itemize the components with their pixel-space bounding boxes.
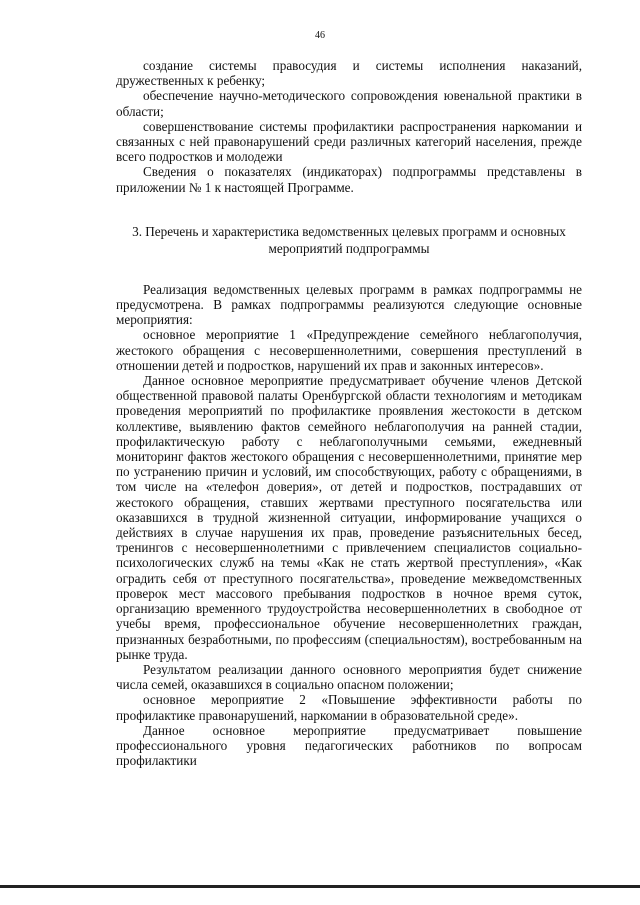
paragraph: совершенствование системы профилактики распространения наркомании и связанных с ней правонарушений среди различных категорий населения, прежде всего подростков и молодежи <box>116 118 582 165</box>
paragraph: Данное основное мероприятие предусматривает повышение профессионального уровня педагогических работников по вопросам профилактики <box>116 722 582 769</box>
paragraph: Реализация ведомственных целевых программ в рамках подпрограммы не предусмотрена. В рамках подпрограммы реализуются следующие основные мероприятия: <box>116 281 582 328</box>
paragraph: обеспечение научно-методического сопровождения ювенальной практики в области; <box>116 88 582 119</box>
paragraph: Результатом реализации данного основного мероприятия будет снижение числа семей, оказавшихся в социально опасном положении; <box>116 661 582 693</box>
paragraph: создание системы правосудия и системы исполнения наказаний, дружественных к ребенку; <box>116 58 582 89</box>
paragraph: Сведения о показателях (индикаторах) подпрограммы представлены в приложении № 1 к настоящей Программе. <box>116 164 582 195</box>
document-body <box>116 58 582 768</box>
page-number: 46 <box>315 30 325 41</box>
paragraph: Данное основное мероприятие предусматривает обучение членов Детской общественной правовой палаты Оренбургской области технологиям и методикам проведения мероприятий по профилактике проявления жестокости в детском коллективе, выявлению фактов семейного неблагополучия на ранней стадии, профилактическую работу с неблагополучными семьями, ежедневный мониторинг фактов жестокого обращения с несовершеннолетними, принятие мер по устранению причин и условий, им способствующих, работу с обращениями, в том числе на «телефон доверия», от детей и подростков, пострадавших от жестокого обращения, ставших жертвами преступного посягательства или оказавшихся в трудной жизненной ситуации, информирование учащихся о действиях в случае нарушения их прав, проведение разъяснительных бесед, тренингов с несовершеннолетними с привлечением специалистов социально-психологических служб на темы «Как не стать жертвой преступления», «Как оградить себя от преступного посягательства», проведение межведомственных проверок мест массового пребывания подростков в ночное время суток, организацию временного трудоустройства несовершеннолетних в свободное от учебы время, профессиональное обучение несовершеннолетних граждан, признанных безработными, по профессиям (специальностям), востребованным на рынке труда. <box>116 373 582 662</box>
paragraph: основное мероприятие 1 «Предупреждение семейного неблагополучия, жестокого обращения с несовершеннолетними, совершения преступлений в отношении детей и подростков, нарушений их прав и законных интересов». <box>116 327 582 373</box>
paragraph: основное мероприятие 2 «Повышение эффективности работы по профилактике правонарушений, наркомании в образовательной среде». <box>116 692 582 723</box>
page-bottom-rule <box>0 885 640 888</box>
section-heading: 3. Перечень и характеристика ведомственных целевых программ и основных мероприятий подпрограммы <box>132 223 566 256</box>
